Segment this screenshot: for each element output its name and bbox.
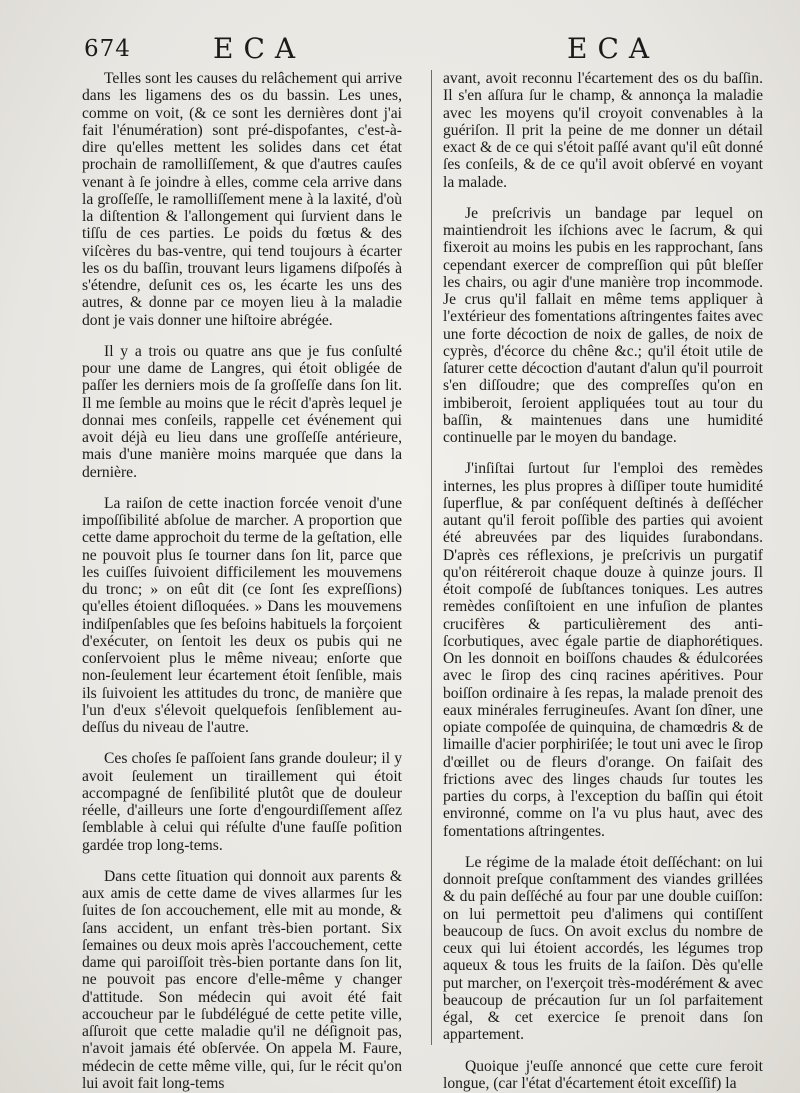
paragraph: Je preſcrivis un bandage par lequel on maintiendroit les iſchions avec le ſacrum, & qui fixeroit au moins les pubis en les rapprochant, ſans cependant exercer de compreſſion qui pût bleſſer les chairs, ou agir d'une manière trop incommode. Je crus qu'il fallait en même tems appliquer à l'extérieur des fomentations aſtringentes faites avec une forte décoction de noix de galles, de noix de cyprès, d'écorce du chêne &c.; qu'il étoit utile de ſaturer cette décoction d'autant d'alun qu'il pourroit s'en diſſoudre; que des compreſſes qu'on en imbiberoit, ſeroient appliquées tout au tour du baſſin, & maintenues dans une humidité continuelle par le moyen du bandage.	[443, 204, 763, 446]
paragraph: Quoique j'euſſe annoncé que cette cure feroit longue, (car l'état d'écartement étoit exceſſif) la	[443, 1057, 763, 1092]
paragraph: J'inſiſtai ſurtout ſur l'emploi des remèdes internes, les plus propres à diſſiper toute humidité ſuperflue, & par conſéquent deſtinés à deſſécher autant qu'il feroit poſſible des parties qui avoient été abreuvées par des liquides ſurabondans. D'après ces réflexions, je preſcrivis un purgatif qu'on réitéreroit chaque douze à quinze jours. Il étoit compoſé de ſubſtances toniques. Les autres remèdes conſiſtoient en une infuſion de plantes crucifères & particulièrement des anti-ſcorbutiques, avec égale partie de diaphorétiques. On les donnoit en boiſſons chaudes & édulcorées avec le ſirop des cinq racines apéritives. Pour boiſſon ordinaire à ſes repas, la malade prenoit des eaux minérales ferrugineuſes. Avant ſon dîner, une opiate compoſée de quinquina, de chamœdris & de limaille d'acier porphiriſée; le tout uni avec le ſirop d'œillet ou de fleurs d'orange. On faiſait des frictions avec des linges chauds ſur toutes les parties du corps, à l'exception du baſſin qui étoit environné, comme on l'a vu plus haut, avec des fomentations aſtringentes.	[443, 460, 763, 840]
paragraph: La raiſon de cette inaction forcée venoit d'une impoſſibilité abſolue de marcher. A proportion que cette dame approchoit du terme de la geſtation, elle ne pouvoit plus ſe tourner dans ſon lit, parce que les cuiſſes ſuivoient difficilement les mouvemens du tronc; » on eût dit (ce ſont ſes expreſſions) qu'elles étoient diſloquées. » Dans les mouvemens indiſpenſables que ſes beſoins habituels la forçoient d'exécuter, on ſentoit les deux os pubis qui ne conſervoient plus le même niveau; enſorte que non-ſeulement leur écartement étoit ſenſible, mais ils ſuivoient les attitudes du tronc, de manière que l'un d'eux s'élevoit quelquefois ſenſiblement au-deſſus du niveau de l'autre.	[82, 494, 402, 736]
right-column	[443, 70, 763, 1093]
paragraph: avant, avoit reconnu l'écartement des os du baſſin. Il s'en aſſura ſur le champ, & annonça la maladie avec les moyens qu'il croyoit convenables à la guériſon. Il prit la peine de me donner un détail exact & de ce qui s'étoit paſſé avant qu'il eût donné ſes conſeils, & de ce qu'il avoit obſervé en voyant la malade.	[443, 70, 763, 191]
column-divider	[431, 70, 432, 1045]
running-head-right: ECA	[567, 32, 660, 65]
running-head-left: ECA	[213, 32, 306, 65]
paragraph: Le régime de la malade étoit deſſéchant: on lui donnoit preſque conſtamment des viandes grillées & du pain deſſéché au four par une double cuiſſon: on lui permettoit peu d'alimens qui contiſſent beaucoup de ſucs. On avoit exclus du nombre de ceux qui lui étoient accordés, les légumes trop aqueux & tous les fruits de la ſaiſon. Dès qu'elle put marcher, on l'exerçoit très-modérément & avec beaucoup de précaution ſur un ſol parfaitement égal, & cet exercice ſe prenoit dans ſon appartement.	[443, 853, 763, 1044]
left-column	[82, 70, 402, 1093]
paragraph: Telles sont les causes du relâchement qui arrive dans les ligamens des os du bassin. Les unes, comme on voit, (& ce sont les dernières dont j'ai fait l'énumération) sont pré-dispofantes, c'est-à-dire qu'elles mettent les solides dans cet état prochain de ramolliſſement, & que d'autres cauſes venant à ſe joindre à elles, comme cela arrive dans la groſſeſſe, le ramolliſſement mene à la laxité, d'où la diſtention & l'allongement qui ſurvient dans le tiſſu de ces parties. Le poids du fœtus & des viſcères du bas-ventre, qui tend toujours à écarter les os du baſſin, trouvant leurs ligamens diſpoſés à s'étendre, deſunit ces os, les écarte les uns des autres, & donne par ce moyen lieu à la maladie dont je vais donner une hiſtoire abrégée.	[82, 70, 402, 329]
page-number: 674	[84, 36, 131, 62]
paragraph: Dans cette ſituation qui donnoit aux parents & aux amis de cette dame de vives allarmes ſur les ſuites de ſon accouchement, elle mit au monde, & ſans accident, un enfant très-bien portant. Six ſemaines ou deux mois après l'accouchement, cette dame qui paroiſſoit très-bien portante dans ſon lit, ne pouvoit pas encore d'elle-même y changer d'attitude. Son médecin qui avoit été fait accoucheur par le ſubdélégué de cette petite ville, aſſuroit que cette maladie qu'il ne déſignoit pas, n'avoit jamais été obſervée. On appela M. Faure, médecin de cette même ville, qui, ſur le récit qu'on lui avoit fait long-tems	[82, 867, 402, 1092]
paragraph: Ces choſes ſe paſſoient ſans grande douleur; il y avoit ſeulement un tiraillement qui étoit accompagné de ſenſibilité plutôt que de douleur réelle, d'ailleurs une ſorte d'engourdiſſement aſſez ſemblable à celui qui réſulte d'une fauſſe poſition gardée trop long-tems.	[82, 750, 402, 854]
page-header	[0, 30, 800, 66]
paragraph: Il y a trois ou quatre ans que je fus conſulté pour une dame de Langres, qui étoit obligée de paſſer les derniers mois de ſa groſſeſſe dans ſon lit. Il me ſemble au moins que le récit d'après lequel je donnai mes conſeils, rappelle cet événement qui avoit déjà eu lieu dans une groſſeſſe antérieure, mais d'une manière moins marquée que dans la dernière.	[82, 342, 402, 481]
